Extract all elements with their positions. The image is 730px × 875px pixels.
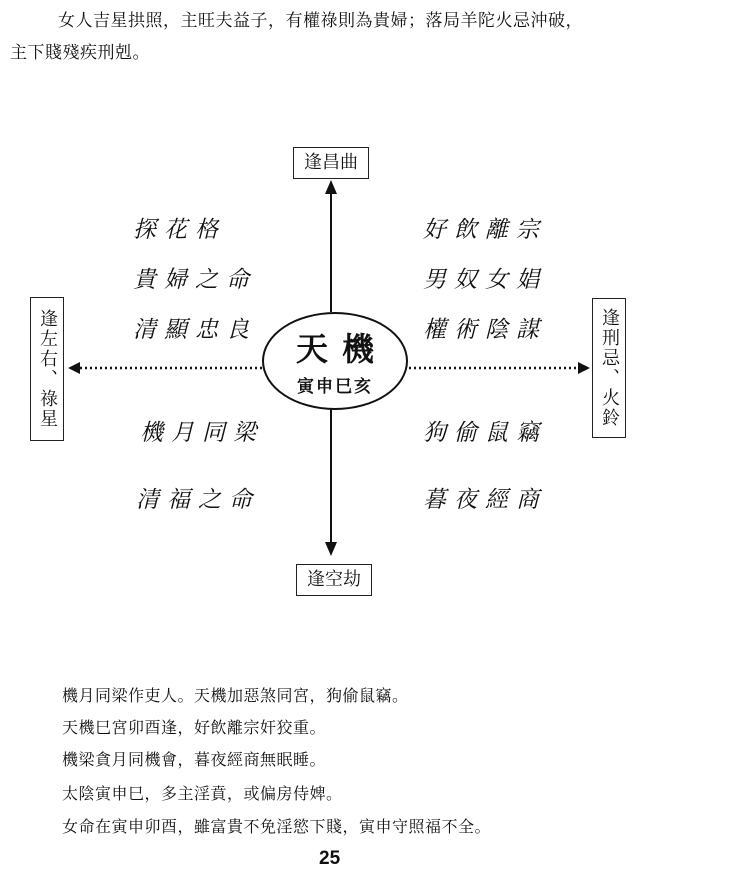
center-palaces: 寅申巳亥 [297,377,373,397]
bottom-condition-box: 逢空劫 [296,564,372,596]
arrow-left-head [68,362,80,374]
intro-line-2: 主下賤殘疾刑剋。 [10,43,150,63]
center-star-oval [262,312,408,410]
arrow-up-head [325,180,337,194]
upper-left-phrase-3: 清顯忠良 [133,317,257,343]
lower-right-phrase-2: 暮夜經商 [423,487,547,513]
center-star-name: 天機 [295,330,388,368]
paragraph-1: 機月同梁作吏人。天機加惡煞同宮，狗偷鼠竊。 [62,686,409,705]
lower-right-phrase-1: 狗偷鼠竊 [423,420,547,446]
lower-left-phrase-2: 清福之命 [136,487,260,513]
upper-right-phrase-2: 男奴女娼 [423,267,547,293]
page-number: 25 [319,848,341,869]
paragraph-4: 太陰寅申巳，多主淫賁，或偏房侍婢。 [62,784,343,803]
left-condition-box: 逢左右、祿星 [30,297,64,441]
paragraph-2: 天機巳宮卯酉逢，好飲離宗奸狡重。 [62,718,327,737]
arrow-down-head [325,542,337,556]
lower-left-phrase-1: 機月同梁 [140,420,264,446]
upper-right-phrase-1: 好飲離宗 [423,217,547,243]
paragraph-5: 女命在寅申卯酉，雖富貴不免淫慾下賤，寅申守照福不全。 [62,817,492,836]
upper-left-phrase-2: 貴婦之命 [133,267,257,293]
paragraph-3: 機梁貪月同機會，暮夜經商無眠睡。 [62,750,327,769]
upper-left-phrase-1: 探花格 [133,217,226,243]
right-condition-box: 逢刑忌、火鈴 [592,298,626,438]
top-condition-box: 逢昌曲 [293,147,369,179]
upper-right-phrase-3: 權術陰謀 [423,317,547,343]
intro-line-1: 女人吉星拱照，主旺夫益子，有權祿則為貴婦；落局羊陀火忌沖破， [58,11,583,31]
arrow-right-head [578,362,590,374]
